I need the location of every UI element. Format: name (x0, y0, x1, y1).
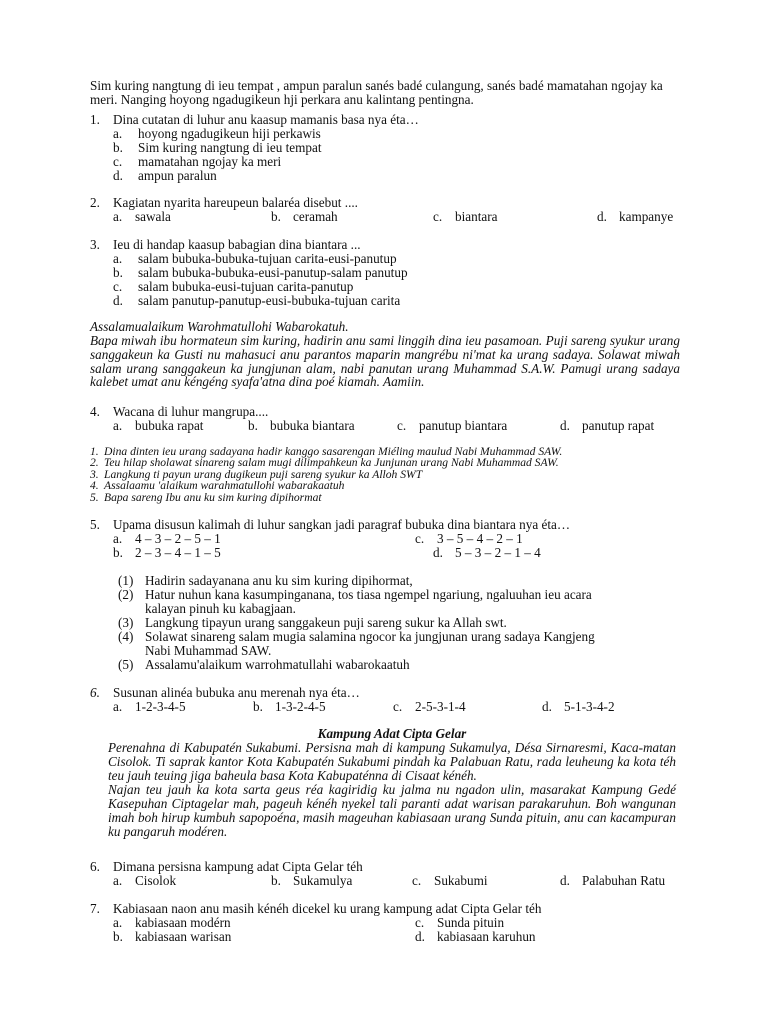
question-number: 2. (90, 195, 100, 210)
reading-passage (108, 727, 676, 839)
question-text: Ieu di handap kaasup babagian dina biantara ... (113, 237, 361, 252)
option-text: salam bubuka-bubuka-eusi-panutup-salam panutup (138, 265, 408, 280)
question-number: 6. (90, 685, 100, 700)
option-text: mamatahan ngojay ka meri (138, 154, 282, 169)
question-6-location (90, 860, 680, 888)
option-b: b. ceramah (271, 209, 338, 224)
option-c: c. 2-5-3-1-4 (393, 699, 466, 714)
option-c: c. biantara (433, 209, 498, 224)
option-letter: a. (113, 251, 123, 266)
option-text: Sim kuring nangtung di ieu tempat (138, 140, 322, 155)
list-item: Bapa sareng Ibu anu ku sim kuring dipihormat (104, 490, 322, 504)
list-item-continuation: Nabi Muhammad SAW. (145, 643, 272, 658)
question-number: 7. (90, 901, 100, 916)
option-d: d. panutup rapat (560, 418, 655, 433)
option-c: c. 3 – 5 – 4 – 2 – 1 (415, 531, 523, 546)
question-number: 6. (90, 859, 100, 874)
question-text: Wacana di luhur mangrupa.... (113, 404, 269, 419)
list-item: Langkung ti payun urang dugikeun puji sareng syukur ka Alloh SWT (104, 467, 423, 481)
reading-title: Kampung Adat Cipta Gelar (317, 726, 467, 741)
option-a: a. Cisolok (113, 873, 177, 888)
intro-paragraph: Sim kuring nangtung di ieu tempat , ampun paralun sanés badé culangung, sanés badé mamatahan ngojay ka meri. Nanging hoyong ngadugikeun hji perkara anu kalintang pentingna. (90, 78, 663, 107)
question-text: Kagiatan nyarita hareupeun balaréa disebut .... (113, 195, 358, 210)
question-1 (90, 113, 680, 183)
option-d: d. kampanye (597, 209, 674, 224)
question-text: Dina cutatan di luhur anu kaasup mamanis basa nya éta… (113, 112, 419, 127)
question-text: Susunan alinéa bubuka anu merenah nya éta… (113, 685, 360, 700)
option-a: a. bubuka rapat (113, 418, 204, 433)
option-letter: c. (113, 279, 123, 294)
option-d: d. 5-1-3-4-2 (542, 699, 615, 714)
list-item: Langkung tipayun urang sanggakeun puji sareng sukur ka Allah swt. (145, 615, 507, 630)
question-text: Kabiasaan naon anu masih kénéh dicekel ku urang kampung adat Cipta Gelar téh (113, 901, 542, 916)
sentence-list-1: 1. Dina dinten ieu urang sadayana hadir kanggo sasarengan Miéling maulud Nabi Muhammad SAW. 2. Teu hilap sholawat sinareng salam mugi dilimpahkeun ka Junjunan urang Nabi Muhammad SAW. 3. Langkung ti payun urang dugikeun puji sareng syukur ka Alloh SWT 4. Assalaamu 'alaikum warahmatullohi wabarakaatuh 5. Bapa sareng Ibu anu ku sim kuring dipihormat (90, 445, 563, 504)
list-item: Assalamu'alaikum warrohmatullahi wabarokaatuh (145, 657, 410, 672)
option-c: c. Sukabumi (412, 873, 488, 888)
question-4 (90, 405, 680, 433)
option-letter: d. (113, 168, 123, 183)
option-text: ampun paralun (138, 168, 217, 183)
question-3 (90, 238, 680, 308)
list-item: Assalaamu 'alaikum warahmatullohi wabarakaatuh (104, 479, 345, 493)
option-letter: c. (113, 154, 123, 169)
option-letter: b. (113, 265, 123, 280)
speech-passage (90, 320, 680, 389)
option-d: d. Palabuhan Ratu (560, 873, 666, 888)
question-number: 1. (90, 112, 100, 127)
option-d: d. 5 – 3 – 2 – 1 – 4 (433, 545, 541, 560)
option-c: c. Sunda pituin (415, 915, 505, 930)
question-number: 4. (90, 404, 100, 419)
option-letter: d. (113, 293, 123, 308)
list-item: Hadirin sadayanana anu ku sim kuring dipihormat, (145, 573, 413, 588)
option-c: c. panutup biantara (397, 418, 508, 433)
question-2 (90, 196, 680, 224)
question-text: Dimana persisna kampung adat Cipta Gelar téh (113, 859, 363, 874)
reading-paragraph-2: Najan teu jauh ka kota sarta geus réa kagiridig ku jalma nu ngadon ulin, masarakat Kampung Gedé Kasepuhan Ciptagelar mah, pageuh kénéh nyekel tali paranti adat warisan parakaruhun. Boh wangunan imah boh hirup kumbuh sapopoéna, masih mageuhan kabiasaan urang Sunda pituin, anu can kacampuran ku pangaruh modéren. (108, 782, 676, 839)
option-a: a. sawala (113, 209, 171, 224)
list-item: Hatur nuhun kana kasumpinganana, tos tiasa ngempel ngariung, ngaluuhan ieu acara (145, 587, 592, 602)
question-text: Upama disusun kalimah di luhur sangkan jadi paragraf bubuka dina biantara nya éta… (113, 517, 571, 532)
option-text: salam panutup-panutup-eusi-bubuka-tujuan carita (138, 293, 401, 308)
option-b: b. kabiasaan warisan (113, 929, 232, 944)
list-item: Solawat sinareng salam mugia salamina ngocor ka jungjunan urang sadaya Kangjeng (145, 629, 595, 644)
list-item: Teu hilap sholawat sinareng salam mugi dilimpahkeun ka Junjunan urang Nabi Muhammad SAW. (104, 456, 559, 470)
reading-paragraph-1: Perenahna di Kabupatén Sukabumi. Persisna mah di kampung Sukamulya, Désa Sirnaresmi, Kaca-matan Cisolok. Ti saprak kantor Kota Kabupatén Sukabumi pindah ka Palabuan Ratu, rada leuheung ka kota téh teu jauh teuing jiga baheula basa Kota Kabupaténna di Cisaat kénéh. (108, 740, 676, 783)
option-letter: b. (113, 140, 123, 155)
option-letter: a. (113, 126, 123, 141)
question-number: 5. (90, 517, 100, 532)
sentence-list-2: (1) Hadirin sadayanana anu ku sim kuring dipihormat, (2) Hatur nuhun kana kasumpinganana, tos tiasa ngempel ngariung, ngaluuhan ieu acara kalayan pinuh ku kabagjaan. (3) Langkung tipayun urang sanggakeun puji sareng sukur ka Allah swt. (4) Solawat sinareng salam mugia salamina ngocor ka jungjunan urang sadaya Kangjeng Nabi Muhammad SAW. (5) Assalamu'alaikum warrohmatullahi wabarokaatuh (92, 574, 682, 672)
option-text: hoyong ngadugikeun hiji perkawis (138, 126, 321, 141)
option-text: salam bubuka-eusi-tujuan carita-panutup (138, 279, 354, 294)
question-7 (90, 902, 680, 944)
option-a: a. kabiasaan modérn (113, 915, 231, 930)
speech-body: Bapa miwah ibu hormateun sim kuring, hadirin anu sami linggih dina ieu pasamoan. Puji sareng syukur urang sanggakeun ka Gusti nu mahasuci anu parantos maparin mangrébu ni'mat ka urang sadaya. Solawat miwah salam urang sanggakeun ka jungjunan alam, nabi panutan urang Muhammad S.A.W. Pamugi urang sadaya kalebet umat anu kéngéng syafa'atna dina poé kiamah. Aamiin. (90, 333, 680, 390)
list-item-continuation: kalayan pinuh ku kabagjaan. (145, 601, 296, 616)
option-a: a. 1-2-3-4-5 (113, 699, 186, 714)
option-b: b. bubuka biantara (248, 418, 355, 433)
option-b: b. 2 – 3 – 4 – 1 – 5 (113, 545, 221, 560)
option-b: b. 1-3-2-4-5 (253, 699, 326, 714)
option-b: b. Sukamulya (271, 873, 353, 888)
speech-greeting: Assalamualaikum Warohmatullohi Wabarokatuh. (90, 319, 349, 334)
option-text: salam bubuka-bubuka-tujuan carita-eusi-panutup (138, 251, 397, 266)
option-a: a. 4 – 3 – 2 – 5 – 1 (113, 531, 221, 546)
question-6-arrangement (90, 686, 680, 714)
question-5 (90, 518, 680, 560)
question-number: 3. (90, 237, 100, 252)
list-item: Dina dinten ieu urang sadayana hadir kanggo sasarengan Miéling maulud Nabi Muhammad SAW. (104, 445, 563, 458)
option-d: d. kabiasaan karuhun (415, 929, 536, 944)
